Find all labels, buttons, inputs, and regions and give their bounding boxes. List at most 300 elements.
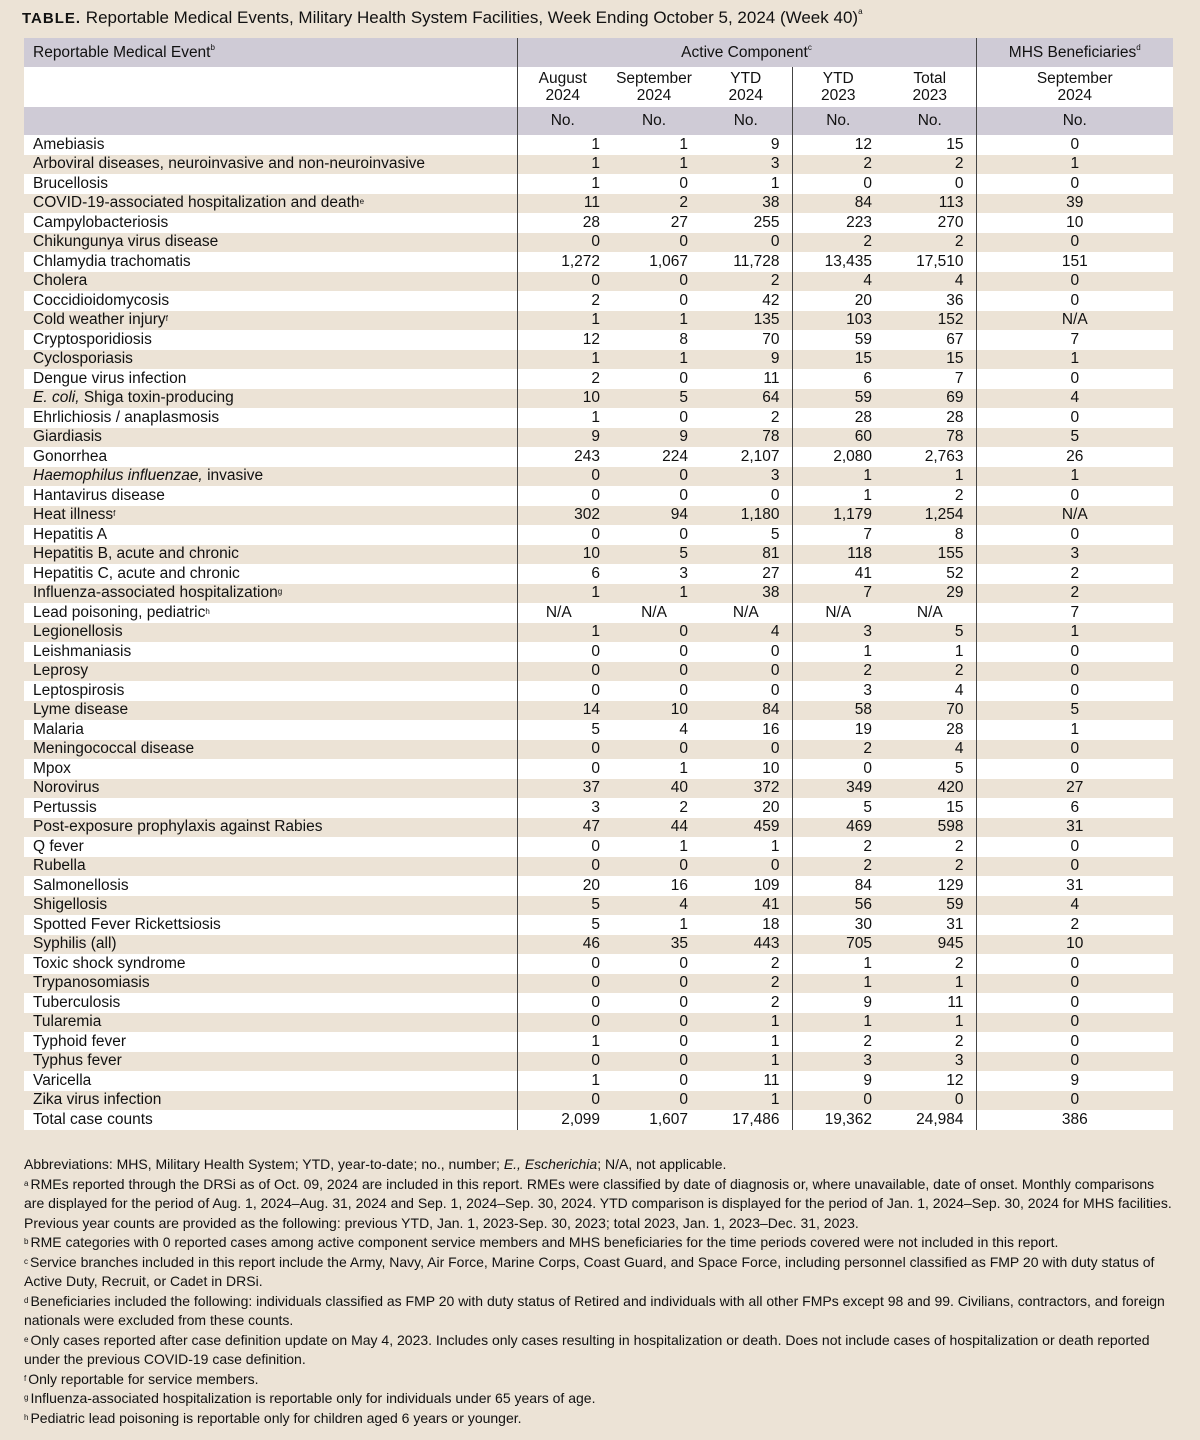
table-row bbox=[24, 389, 1173, 409]
count-cell: 0 bbox=[976, 857, 1173, 877]
count-cell: 0 bbox=[976, 525, 1173, 545]
count-cell: 2 bbox=[700, 408, 792, 428]
count-cell: 0 bbox=[608, 974, 700, 994]
count-cell: 1 bbox=[884, 467, 976, 487]
table-row bbox=[24, 642, 1173, 662]
count-cell: 0 bbox=[608, 1091, 700, 1111]
count-cell: 0 bbox=[976, 486, 1173, 506]
count-cell: 1 bbox=[608, 350, 700, 370]
count-cell: 10 bbox=[976, 213, 1173, 233]
count-cell: 13,435 bbox=[792, 252, 884, 272]
event-name: Pertussis bbox=[24, 798, 517, 818]
count-cell: 0 bbox=[608, 954, 700, 974]
count-cell: 11 bbox=[884, 993, 976, 1013]
count-cell: 28 bbox=[792, 408, 884, 428]
count-cell: 372 bbox=[700, 779, 792, 799]
table-row bbox=[24, 681, 1173, 701]
count-cell: 469 bbox=[792, 818, 884, 838]
table-body bbox=[24, 135, 1173, 1130]
count-cell: 1,179 bbox=[792, 506, 884, 526]
count-cell: 4 bbox=[608, 896, 700, 916]
count-cell: 15 bbox=[792, 350, 884, 370]
count-cell: 2,763 bbox=[884, 447, 976, 467]
count-cell: 1 bbox=[884, 642, 976, 662]
count-cell: 31 bbox=[976, 876, 1173, 896]
count-cell: 2 bbox=[700, 974, 792, 994]
count-cell: 84 bbox=[792, 194, 884, 214]
count-cell: 60 bbox=[792, 428, 884, 448]
count-cell: 7 bbox=[976, 603, 1173, 623]
event-name: Mpox bbox=[24, 759, 517, 779]
event-name: Tularemia bbox=[24, 1013, 517, 1033]
count-cell: 459 bbox=[700, 818, 792, 838]
count-cell: 0 bbox=[608, 740, 700, 760]
title-footnote-mark: a bbox=[858, 7, 863, 16]
count-cell: 9 bbox=[700, 350, 792, 370]
count-cell: 0 bbox=[700, 740, 792, 760]
table-row bbox=[24, 896, 1173, 916]
count-cell: 69 bbox=[884, 389, 976, 409]
count-cell: 78 bbox=[884, 428, 976, 448]
unit-header: No. bbox=[517, 107, 608, 135]
event-column-header: Reportable Medical Event$^b$ bbox=[24, 38, 517, 67]
period-header: YTD 2023 bbox=[792, 67, 884, 107]
event-name: Q fever bbox=[24, 837, 517, 857]
event-name: Hantavirus disease bbox=[24, 486, 517, 506]
count-cell: 135 bbox=[700, 311, 792, 331]
count-cell: 129 bbox=[884, 876, 976, 896]
unit-header: No. bbox=[700, 107, 792, 135]
count-cell: 349 bbox=[792, 779, 884, 799]
count-cell: 0 bbox=[608, 623, 700, 643]
table-row bbox=[24, 272, 1173, 292]
count-cell: 223 bbox=[792, 213, 884, 233]
footnote: $^b$ RME categories with 0 reported cases among active component service members and MHS beneficiaries for the time periods covered were not included in this report. bbox=[24, 1234, 1059, 1250]
count-cell: 2 bbox=[792, 857, 884, 877]
count-cell: 0 bbox=[608, 174, 700, 194]
event-name: Rubella bbox=[24, 857, 517, 877]
count-cell: 2 bbox=[884, 155, 976, 175]
count-cell: 1 bbox=[884, 1013, 976, 1033]
table-notes bbox=[24, 1155, 1174, 1428]
count-cell: 0 bbox=[608, 272, 700, 292]
count-cell: 255 bbox=[700, 213, 792, 233]
count-cell: 2 bbox=[608, 194, 700, 214]
count-cell: 5 bbox=[792, 798, 884, 818]
count-cell: 0 bbox=[517, 857, 608, 877]
count-cell: 1 bbox=[608, 155, 700, 175]
count-cell: 70 bbox=[700, 330, 792, 350]
unit-header: No. bbox=[976, 107, 1173, 135]
count-cell: 2 bbox=[700, 272, 792, 292]
count-cell: 0 bbox=[976, 408, 1173, 428]
count-cell: 9 bbox=[792, 993, 884, 1013]
count-cell: N/A bbox=[517, 603, 608, 623]
count-cell: 0 bbox=[517, 740, 608, 760]
footnote: $^g$ Influenza-associated hospitalization is reportable only for individuals under 65 years of age. bbox=[24, 1390, 596, 1406]
count-cell: 59 bbox=[792, 330, 884, 350]
count-cell: 1 bbox=[517, 155, 608, 175]
event-name: Syphilis (all) bbox=[24, 935, 517, 955]
count-cell: 224 bbox=[608, 447, 700, 467]
count-cell: 0 bbox=[792, 174, 884, 194]
table-row bbox=[24, 720, 1173, 740]
count-cell: 84 bbox=[792, 876, 884, 896]
table-row bbox=[24, 974, 1173, 994]
count-cell: 0 bbox=[608, 525, 700, 545]
table-row bbox=[24, 350, 1173, 370]
count-cell: 1 bbox=[608, 135, 700, 155]
count-cell: 28 bbox=[517, 213, 608, 233]
count-cell: 0 bbox=[517, 642, 608, 662]
count-cell: 1 bbox=[700, 1052, 792, 1072]
count-cell: 3 bbox=[792, 623, 884, 643]
event-name: Typhus fever bbox=[24, 1052, 517, 1072]
count-cell: 0 bbox=[608, 369, 700, 389]
count-cell: 46 bbox=[517, 935, 608, 955]
count-cell: 1 bbox=[792, 642, 884, 662]
count-cell: 1 bbox=[700, 837, 792, 857]
count-cell: 0 bbox=[884, 174, 976, 194]
count-cell: 9 bbox=[608, 428, 700, 448]
count-cell: 1 bbox=[517, 1032, 608, 1052]
event-name: Hepatitis C, acute and chronic bbox=[24, 564, 517, 584]
count-cell: 705 bbox=[792, 935, 884, 955]
count-cell: 10 bbox=[517, 389, 608, 409]
count-cell: 0 bbox=[700, 857, 792, 877]
table-row bbox=[24, 311, 1173, 331]
count-cell: 2 bbox=[517, 291, 608, 311]
count-cell: 0 bbox=[976, 662, 1173, 682]
count-cell: 1 bbox=[608, 311, 700, 331]
event-name: Influenza-associated hospitalization$^g$ bbox=[24, 584, 517, 604]
event-name: Cyclosporiasis bbox=[24, 350, 517, 370]
table-row bbox=[24, 662, 1173, 682]
count-cell: 0 bbox=[517, 1013, 608, 1033]
event-name: Typhoid fever bbox=[24, 1032, 517, 1052]
count-cell: 2 bbox=[608, 798, 700, 818]
count-cell: N/A bbox=[792, 603, 884, 623]
count-cell: 11 bbox=[517, 194, 608, 214]
count-cell: 2,099 bbox=[517, 1110, 608, 1130]
count-cell: 28 bbox=[884, 408, 976, 428]
count-cell: 0 bbox=[608, 662, 700, 682]
count-cell: 84 bbox=[700, 701, 792, 721]
event-name: Brucellosis bbox=[24, 174, 517, 194]
table-row bbox=[24, 701, 1173, 721]
count-cell: 3 bbox=[700, 467, 792, 487]
count-cell: 2 bbox=[700, 954, 792, 974]
table-row bbox=[24, 564, 1173, 584]
count-cell: 4 bbox=[700, 623, 792, 643]
event-name: COVID-19-associated hospitalization and death$^e$ bbox=[24, 194, 517, 214]
count-cell: 0 bbox=[976, 740, 1173, 760]
count-cell: 4 bbox=[976, 896, 1173, 916]
count-cell: 302 bbox=[517, 506, 608, 526]
footnote: $^f$ Only reportable for service members. bbox=[24, 1370, 259, 1387]
count-cell: 16 bbox=[700, 720, 792, 740]
count-cell: 4 bbox=[976, 389, 1173, 409]
event-name: Lead poisoning, pediatric$^h$ bbox=[24, 603, 517, 623]
period-header: September 2024 bbox=[976, 67, 1173, 107]
table-row bbox=[24, 779, 1173, 799]
count-cell: 0 bbox=[517, 954, 608, 974]
count-cell: 0 bbox=[976, 233, 1173, 253]
count-cell: 4 bbox=[884, 272, 976, 292]
count-cell: N/A bbox=[700, 603, 792, 623]
table-row bbox=[24, 486, 1173, 506]
count-cell: 7 bbox=[976, 330, 1173, 350]
table-row bbox=[24, 857, 1173, 877]
count-cell: 0 bbox=[976, 759, 1173, 779]
count-cell: 0 bbox=[976, 272, 1173, 292]
event-name: Salmonellosis bbox=[24, 876, 517, 896]
count-cell: 15 bbox=[884, 798, 976, 818]
table-row bbox=[24, 818, 1173, 838]
count-cell: 36 bbox=[884, 291, 976, 311]
event-name: Hepatitis B, acute and chronic bbox=[24, 545, 517, 565]
count-cell: 19 bbox=[792, 720, 884, 740]
event-name: Trypanosomiasis bbox=[24, 974, 517, 994]
table-row bbox=[24, 1052, 1173, 1072]
table-row bbox=[24, 408, 1173, 428]
count-cell: 10 bbox=[976, 935, 1173, 955]
event-name: Post-exposure prophylaxis against Rabies bbox=[24, 818, 517, 838]
count-cell: 1,254 bbox=[884, 506, 976, 526]
count-cell: 1 bbox=[517, 1071, 608, 1091]
table-row bbox=[24, 935, 1173, 955]
count-cell: 14 bbox=[517, 701, 608, 721]
count-cell: 0 bbox=[976, 954, 1173, 974]
table-row bbox=[24, 213, 1173, 233]
event-name: Norovirus bbox=[24, 779, 517, 799]
count-cell: 35 bbox=[608, 935, 700, 955]
count-cell: 7 bbox=[792, 584, 884, 604]
count-cell: 5 bbox=[517, 896, 608, 916]
count-cell: 37 bbox=[517, 779, 608, 799]
count-cell: 7 bbox=[792, 525, 884, 545]
footnote: $^c$ Service branches included in this report include the Army, Navy, Air Force, Marine Corps, Coast Guard, and Space Force, including personnel classified as FMP 20 with duty status of Active Duty, Recruit, or Cadet in DRSi. bbox=[24, 1253, 1155, 1289]
count-cell: 0 bbox=[517, 486, 608, 506]
count-cell: 70 bbox=[884, 701, 976, 721]
event-name: Coccidioidomycosis bbox=[24, 291, 517, 311]
event-name: Dengue virus infection bbox=[24, 369, 517, 389]
count-cell: 17,510 bbox=[884, 252, 976, 272]
count-cell: 0 bbox=[608, 467, 700, 487]
rme-table bbox=[24, 38, 1173, 1130]
count-cell: N/A bbox=[976, 311, 1173, 331]
count-cell: 0 bbox=[517, 837, 608, 857]
count-cell: 118 bbox=[792, 545, 884, 565]
count-cell: 0 bbox=[517, 233, 608, 253]
count-cell: 2 bbox=[884, 233, 976, 253]
count-cell: 0 bbox=[608, 681, 700, 701]
count-cell: 56 bbox=[792, 896, 884, 916]
table-row bbox=[24, 506, 1173, 526]
event-name: Spotted Fever Rickettsiosis bbox=[24, 915, 517, 935]
count-cell: 0 bbox=[517, 1091, 608, 1111]
table-row bbox=[24, 954, 1173, 974]
table-row bbox=[24, 1071, 1173, 1091]
count-cell: 1,180 bbox=[700, 506, 792, 526]
table-row bbox=[24, 603, 1173, 623]
event-name: Hepatitis A bbox=[24, 525, 517, 545]
period-header: September 2024 bbox=[608, 67, 700, 107]
table-row bbox=[24, 428, 1173, 448]
count-cell: 3 bbox=[700, 155, 792, 175]
count-cell: 28 bbox=[884, 720, 976, 740]
count-cell: 103 bbox=[792, 311, 884, 331]
count-cell: 598 bbox=[884, 818, 976, 838]
table-row bbox=[24, 993, 1173, 1013]
count-cell: 1 bbox=[976, 155, 1173, 175]
event-name: Toxic shock syndrome bbox=[24, 954, 517, 974]
event-name: Shigellosis bbox=[24, 896, 517, 916]
table-row bbox=[24, 584, 1173, 604]
count-cell: 0 bbox=[976, 993, 1173, 1013]
count-cell: 9 bbox=[517, 428, 608, 448]
header-blank bbox=[24, 107, 517, 135]
count-cell: 0 bbox=[608, 1032, 700, 1052]
count-cell: 0 bbox=[792, 759, 884, 779]
count-cell: 5 bbox=[517, 720, 608, 740]
event-name: Gonorrhea bbox=[24, 447, 517, 467]
count-cell: 15 bbox=[884, 135, 976, 155]
event-name: Arboviral diseases, neuroinvasive and non-neuroinvasive bbox=[24, 155, 517, 175]
count-cell: 12 bbox=[517, 330, 608, 350]
count-cell: 2 bbox=[700, 993, 792, 1013]
count-cell: 5 bbox=[884, 759, 976, 779]
count-cell: 0 bbox=[700, 681, 792, 701]
count-cell: 0 bbox=[700, 662, 792, 682]
count-cell: 0 bbox=[976, 135, 1173, 155]
count-cell: 2 bbox=[884, 1032, 976, 1052]
count-cell: 10 bbox=[608, 701, 700, 721]
count-cell: 5 bbox=[517, 915, 608, 935]
table-row bbox=[24, 525, 1173, 545]
table-row bbox=[24, 1110, 1173, 1130]
count-cell: 109 bbox=[700, 876, 792, 896]
count-cell: 0 bbox=[976, 1032, 1173, 1052]
event-name: Campylobacteriosis bbox=[24, 213, 517, 233]
count-cell: 6 bbox=[517, 564, 608, 584]
count-cell: 2 bbox=[884, 954, 976, 974]
event-name: Leishmaniasis bbox=[24, 642, 517, 662]
count-cell: 945 bbox=[884, 935, 976, 955]
count-cell: 2 bbox=[884, 837, 976, 857]
count-cell: 38 bbox=[700, 194, 792, 214]
count-cell: 41 bbox=[700, 896, 792, 916]
count-cell: 1 bbox=[792, 974, 884, 994]
count-cell: 0 bbox=[976, 369, 1173, 389]
count-cell: 0 bbox=[608, 233, 700, 253]
unit-header: No. bbox=[608, 107, 700, 135]
count-cell: 0 bbox=[976, 1091, 1173, 1111]
count-cell: 1 bbox=[700, 1091, 792, 1111]
table-row bbox=[24, 135, 1173, 155]
count-cell: 1,607 bbox=[608, 1110, 700, 1130]
count-cell: 1 bbox=[792, 954, 884, 974]
period-header: YTD 2024 bbox=[700, 67, 792, 107]
count-cell: N/A bbox=[884, 603, 976, 623]
count-cell: 26 bbox=[976, 447, 1173, 467]
count-cell: 443 bbox=[700, 935, 792, 955]
count-cell: 0 bbox=[517, 525, 608, 545]
count-cell: 38 bbox=[700, 584, 792, 604]
count-cell: 113 bbox=[884, 194, 976, 214]
table-row bbox=[24, 1032, 1173, 1052]
count-cell: 18 bbox=[700, 915, 792, 935]
count-cell: 270 bbox=[884, 213, 976, 233]
count-cell: 9 bbox=[700, 135, 792, 155]
count-cell: 44 bbox=[608, 818, 700, 838]
count-cell: 0 bbox=[517, 467, 608, 487]
count-cell: 24,984 bbox=[884, 1110, 976, 1130]
count-cell: 1 bbox=[517, 408, 608, 428]
table-row bbox=[24, 798, 1173, 818]
event-name: Zika virus infection bbox=[24, 1091, 517, 1111]
count-cell: 1 bbox=[517, 135, 608, 155]
count-cell: 0 bbox=[884, 1091, 976, 1111]
count-cell: 4 bbox=[792, 272, 884, 292]
table-row bbox=[24, 155, 1173, 175]
count-cell: 3 bbox=[792, 1052, 884, 1072]
table-row bbox=[24, 330, 1173, 350]
count-cell: 0 bbox=[976, 174, 1173, 194]
count-cell: 3 bbox=[976, 545, 1173, 565]
event-name: Ehrlichiosis / anaplasmosis bbox=[24, 408, 517, 428]
count-cell: 2 bbox=[884, 486, 976, 506]
count-cell: 0 bbox=[608, 291, 700, 311]
title-lead: TABLE. bbox=[22, 10, 82, 27]
count-cell: 1 bbox=[700, 174, 792, 194]
table-row bbox=[24, 291, 1173, 311]
count-cell: 1 bbox=[976, 467, 1173, 487]
count-cell: 40 bbox=[608, 779, 700, 799]
count-cell: 6 bbox=[976, 798, 1173, 818]
count-cell: 0 bbox=[517, 272, 608, 292]
count-cell: 16 bbox=[608, 876, 700, 896]
count-cell: 6 bbox=[792, 369, 884, 389]
count-cell: 1 bbox=[976, 720, 1173, 740]
count-cell: 2 bbox=[517, 369, 608, 389]
table-row bbox=[24, 233, 1173, 253]
count-cell: 7 bbox=[884, 369, 976, 389]
count-cell: 1 bbox=[517, 623, 608, 643]
count-cell: 2 bbox=[884, 662, 976, 682]
count-cell: 5 bbox=[976, 701, 1173, 721]
count-cell: 0 bbox=[608, 1013, 700, 1033]
unit-header: No. bbox=[884, 107, 976, 135]
count-cell: 0 bbox=[976, 974, 1173, 994]
table-title bbox=[22, 8, 863, 28]
count-cell: 41 bbox=[792, 564, 884, 584]
active-component-header: Active Component$^c$ bbox=[517, 38, 976, 67]
count-cell: 2 bbox=[792, 740, 884, 760]
count-cell: 47 bbox=[517, 818, 608, 838]
event-name: Chikungunya virus disease bbox=[24, 233, 517, 253]
count-cell: 152 bbox=[884, 311, 976, 331]
count-cell: 0 bbox=[608, 408, 700, 428]
count-cell: 1 bbox=[608, 915, 700, 935]
count-cell: 0 bbox=[608, 1052, 700, 1072]
period-header: August 2024 bbox=[517, 67, 608, 107]
event-name: Total case counts bbox=[24, 1110, 517, 1130]
event-name: E. coli, Shiga toxin-producing bbox=[24, 389, 517, 409]
table-row bbox=[24, 252, 1173, 272]
count-cell: 1 bbox=[700, 1032, 792, 1052]
count-cell: 39 bbox=[976, 194, 1173, 214]
